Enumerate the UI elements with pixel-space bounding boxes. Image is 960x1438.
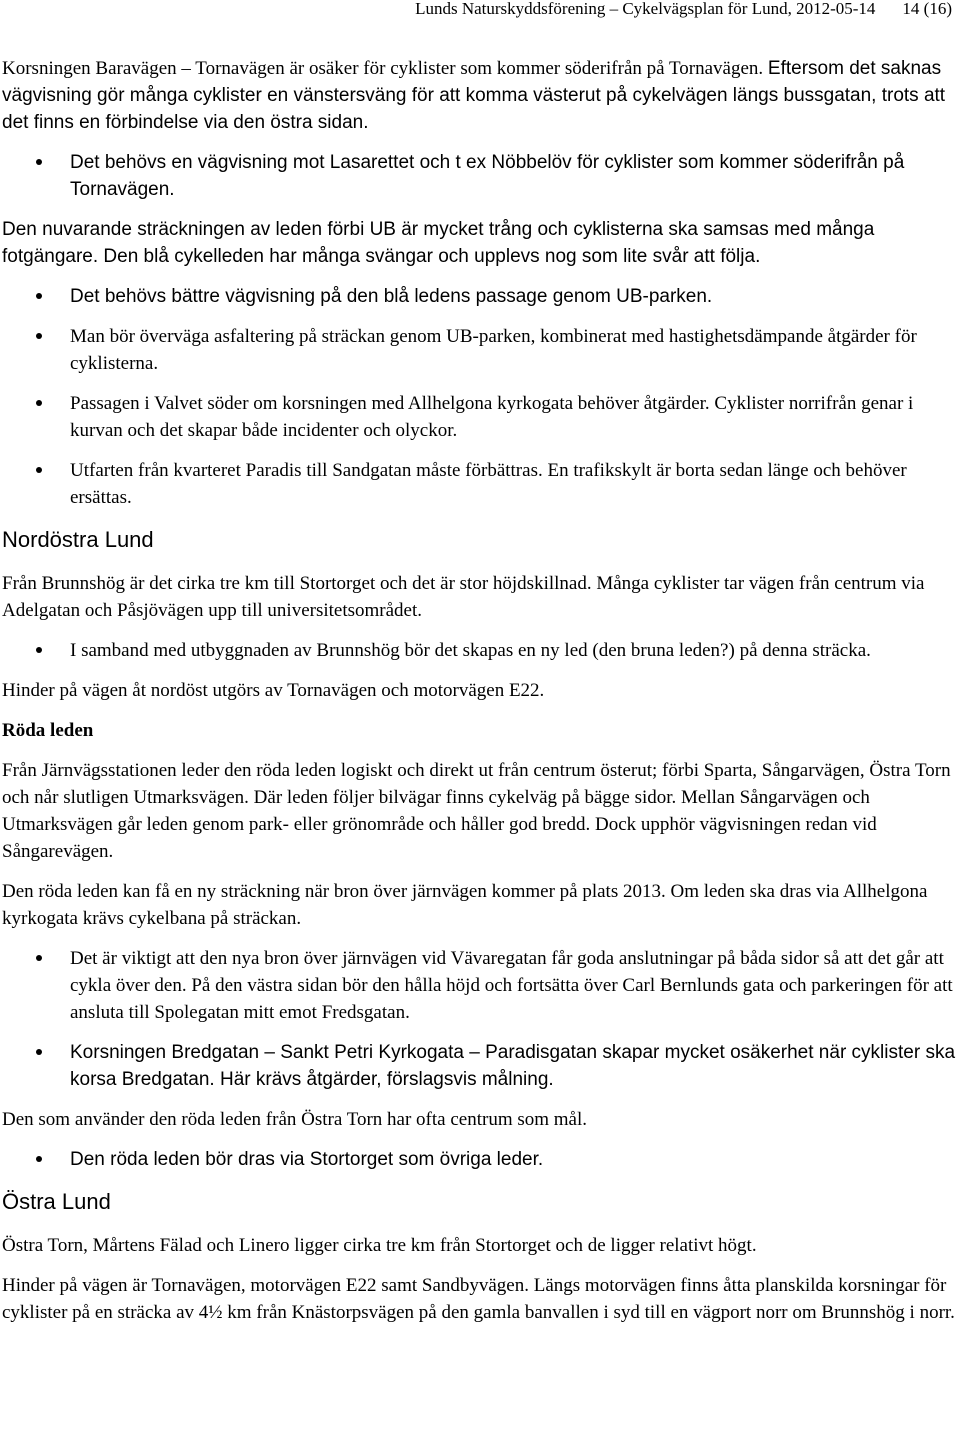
sentence: Den nuvarande sträckningen av leden förbi UB är mycket trång och cyklisterna ska samsas med många fotgängare. bbox=[2, 219, 875, 267]
bullet-icon bbox=[36, 1049, 42, 1055]
page-header bbox=[415, 0, 952, 20]
list-item bbox=[2, 323, 960, 377]
bullet-icon bbox=[36, 955, 42, 961]
paragraph: Östra Torn, Mårtens Fälad och Linero ligger cirka tre km från Stortorget och de ligger relativt högt. bbox=[2, 1235, 757, 1256]
list-item-text: Korsningen Bredgatan – Sankt Petri Kyrkogata – Paradisgatan skapar mycket osäkerhet när cyklister ska korsa Bredgatan. Här krävs åtgärder, förslagsvis målning. bbox=[70, 1042, 956, 1090]
section-heading: Östra Lund bbox=[2, 1189, 111, 1214]
paragraph bbox=[2, 216, 960, 270]
list-item bbox=[2, 283, 960, 310]
bullet-icon bbox=[36, 293, 42, 299]
list-item-text: Det är viktigt att den nya bron över järnvägen vid Vävaregatan får goda anslutningar på båda sidor så att det går att cykla över den. På den västra sidan bör den hålla höjd och fortsätta över Carl Bernlunds gata och parkeringen för att ansluta till Spolegatan mitt emot Fredsgatan. bbox=[70, 948, 953, 1023]
list-item-text: Det behövs bättre vägvisning på den blå ledens passage genom UB-parken. bbox=[70, 286, 713, 307]
sentence: Den blå cykelleden har många svängar och upplevs nog som lite svår att följa. bbox=[103, 246, 761, 267]
list-item bbox=[2, 945, 960, 1026]
bullet-icon bbox=[36, 1156, 42, 1162]
document-body bbox=[2, 55, 960, 1339]
list-item bbox=[2, 457, 960, 511]
sentence: Eftersom det saknas vägvisning gör många cyklister en vänstersväng för att komma västerut på cykelvägen längs bussgatan, trots att det finns en förbindelse via den östra sidan. bbox=[2, 58, 946, 133]
page-number: 14 (16) bbox=[902, 0, 952, 18]
bullet-icon bbox=[36, 159, 42, 165]
list-item bbox=[2, 390, 960, 444]
subsection-heading: Röda leden bbox=[2, 720, 94, 741]
list-item-text: Utfarten från kvarteret Paradis till Sandgatan måste förbättras. En trafikskylt är borta sedan länge och behöver ersättas. bbox=[70, 460, 907, 508]
list-item-text: Man bör överväga asfaltering på sträckan genom UB-parken, kombinerat med hastighetsdämpande åtgärder för cyklisterna. bbox=[70, 326, 917, 374]
bullet-list bbox=[2, 283, 960, 511]
paragraph: Hinder på vägen är Tornavägen, motorvägen E22 samt Sandbyvägen. Längs motorvägen finns åtta planskilda korsningar för cyklister på en sträcka av 4½ km från Knästorpsvägen på den gamla banvallen i syd till en vägport norr om Brunnshög i norr. bbox=[2, 1275, 955, 1323]
list-item bbox=[2, 149, 960, 203]
bullet-list bbox=[2, 149, 960, 203]
sentence: Korsningen Baravägen – Tornavägen är osäker för cyklister som kommer söderifrån på Tornavägen. bbox=[2, 58, 764, 79]
list-item bbox=[2, 637, 960, 664]
paragraph: Hinder på vägen åt nordöst utgörs av Tornavägen och motorvägen E22. bbox=[2, 680, 545, 701]
bullet-icon bbox=[36, 647, 42, 653]
paragraph: Från Järnvägsstationen leder den röda leden logiskt och direkt ut från centrum österut; förbi Sparta, Sångarvägen, Östra Torn och når slutligen Utmarksvägen. Där leden följer bilvägar finns cykelväg på bägge sidor. Mellan Sångarvägen och Utmarksvägen går leden genom park- eller grönområde och håller god bredd. Dock upphör vägvisningen redan vid Sångarevägen. bbox=[2, 760, 951, 862]
bullet-icon bbox=[36, 400, 42, 406]
bullet-list bbox=[2, 945, 960, 1093]
bullet-icon bbox=[36, 467, 42, 473]
bullet-icon bbox=[36, 333, 42, 339]
list-item-text: Passagen i Valvet söder om korsningen med Allhelgona kyrkogata behöver åtgärder. Cyklister norrifrån genar i kurvan och det skapar både incidenter och olyckor. bbox=[70, 393, 914, 441]
bullet-list bbox=[2, 637, 960, 664]
list-item bbox=[2, 1146, 960, 1173]
list-item-text: I samband med utbyggnaden av Brunnshög bör det skapas en ny led (den bruna leden?) på denna sträcka. bbox=[70, 640, 871, 661]
list-item bbox=[2, 1039, 960, 1093]
paragraph: Den röda leden kan få en ny sträckning när bron över järnvägen kommer på plats 2013. Om leden ska dras via Allhelgona kyrkogata krävs cykelbana på sträckan. bbox=[2, 881, 928, 929]
section-heading: Nordöstra Lund bbox=[2, 527, 154, 552]
paragraph: Från Brunnshög är det cirka tre km till Stortorget och det är stor höjdskillnad. Många cyklister tar vägen från centrum via Adelgatan och Påsjövägen upp till universitetsområdet. bbox=[2, 573, 925, 621]
paragraph: Den som använder den röda leden från Östra Torn har ofta centrum som mål. bbox=[2, 1109, 588, 1130]
list-item-text: Den röda leden bör dras via Stortorget som övriga leder. bbox=[70, 1149, 544, 1170]
bullet-list bbox=[2, 1146, 960, 1173]
list-item-text: Det behövs en vägvisning mot Lasarettet och t ex Nöbbelöv för cyklister som kommer söderifrån på Tornavägen. bbox=[70, 152, 905, 200]
document-title: Lunds Naturskyddsförening – Cykelvägsplan för Lund, 2012-05-14 bbox=[415, 0, 876, 18]
paragraph bbox=[2, 55, 960, 136]
